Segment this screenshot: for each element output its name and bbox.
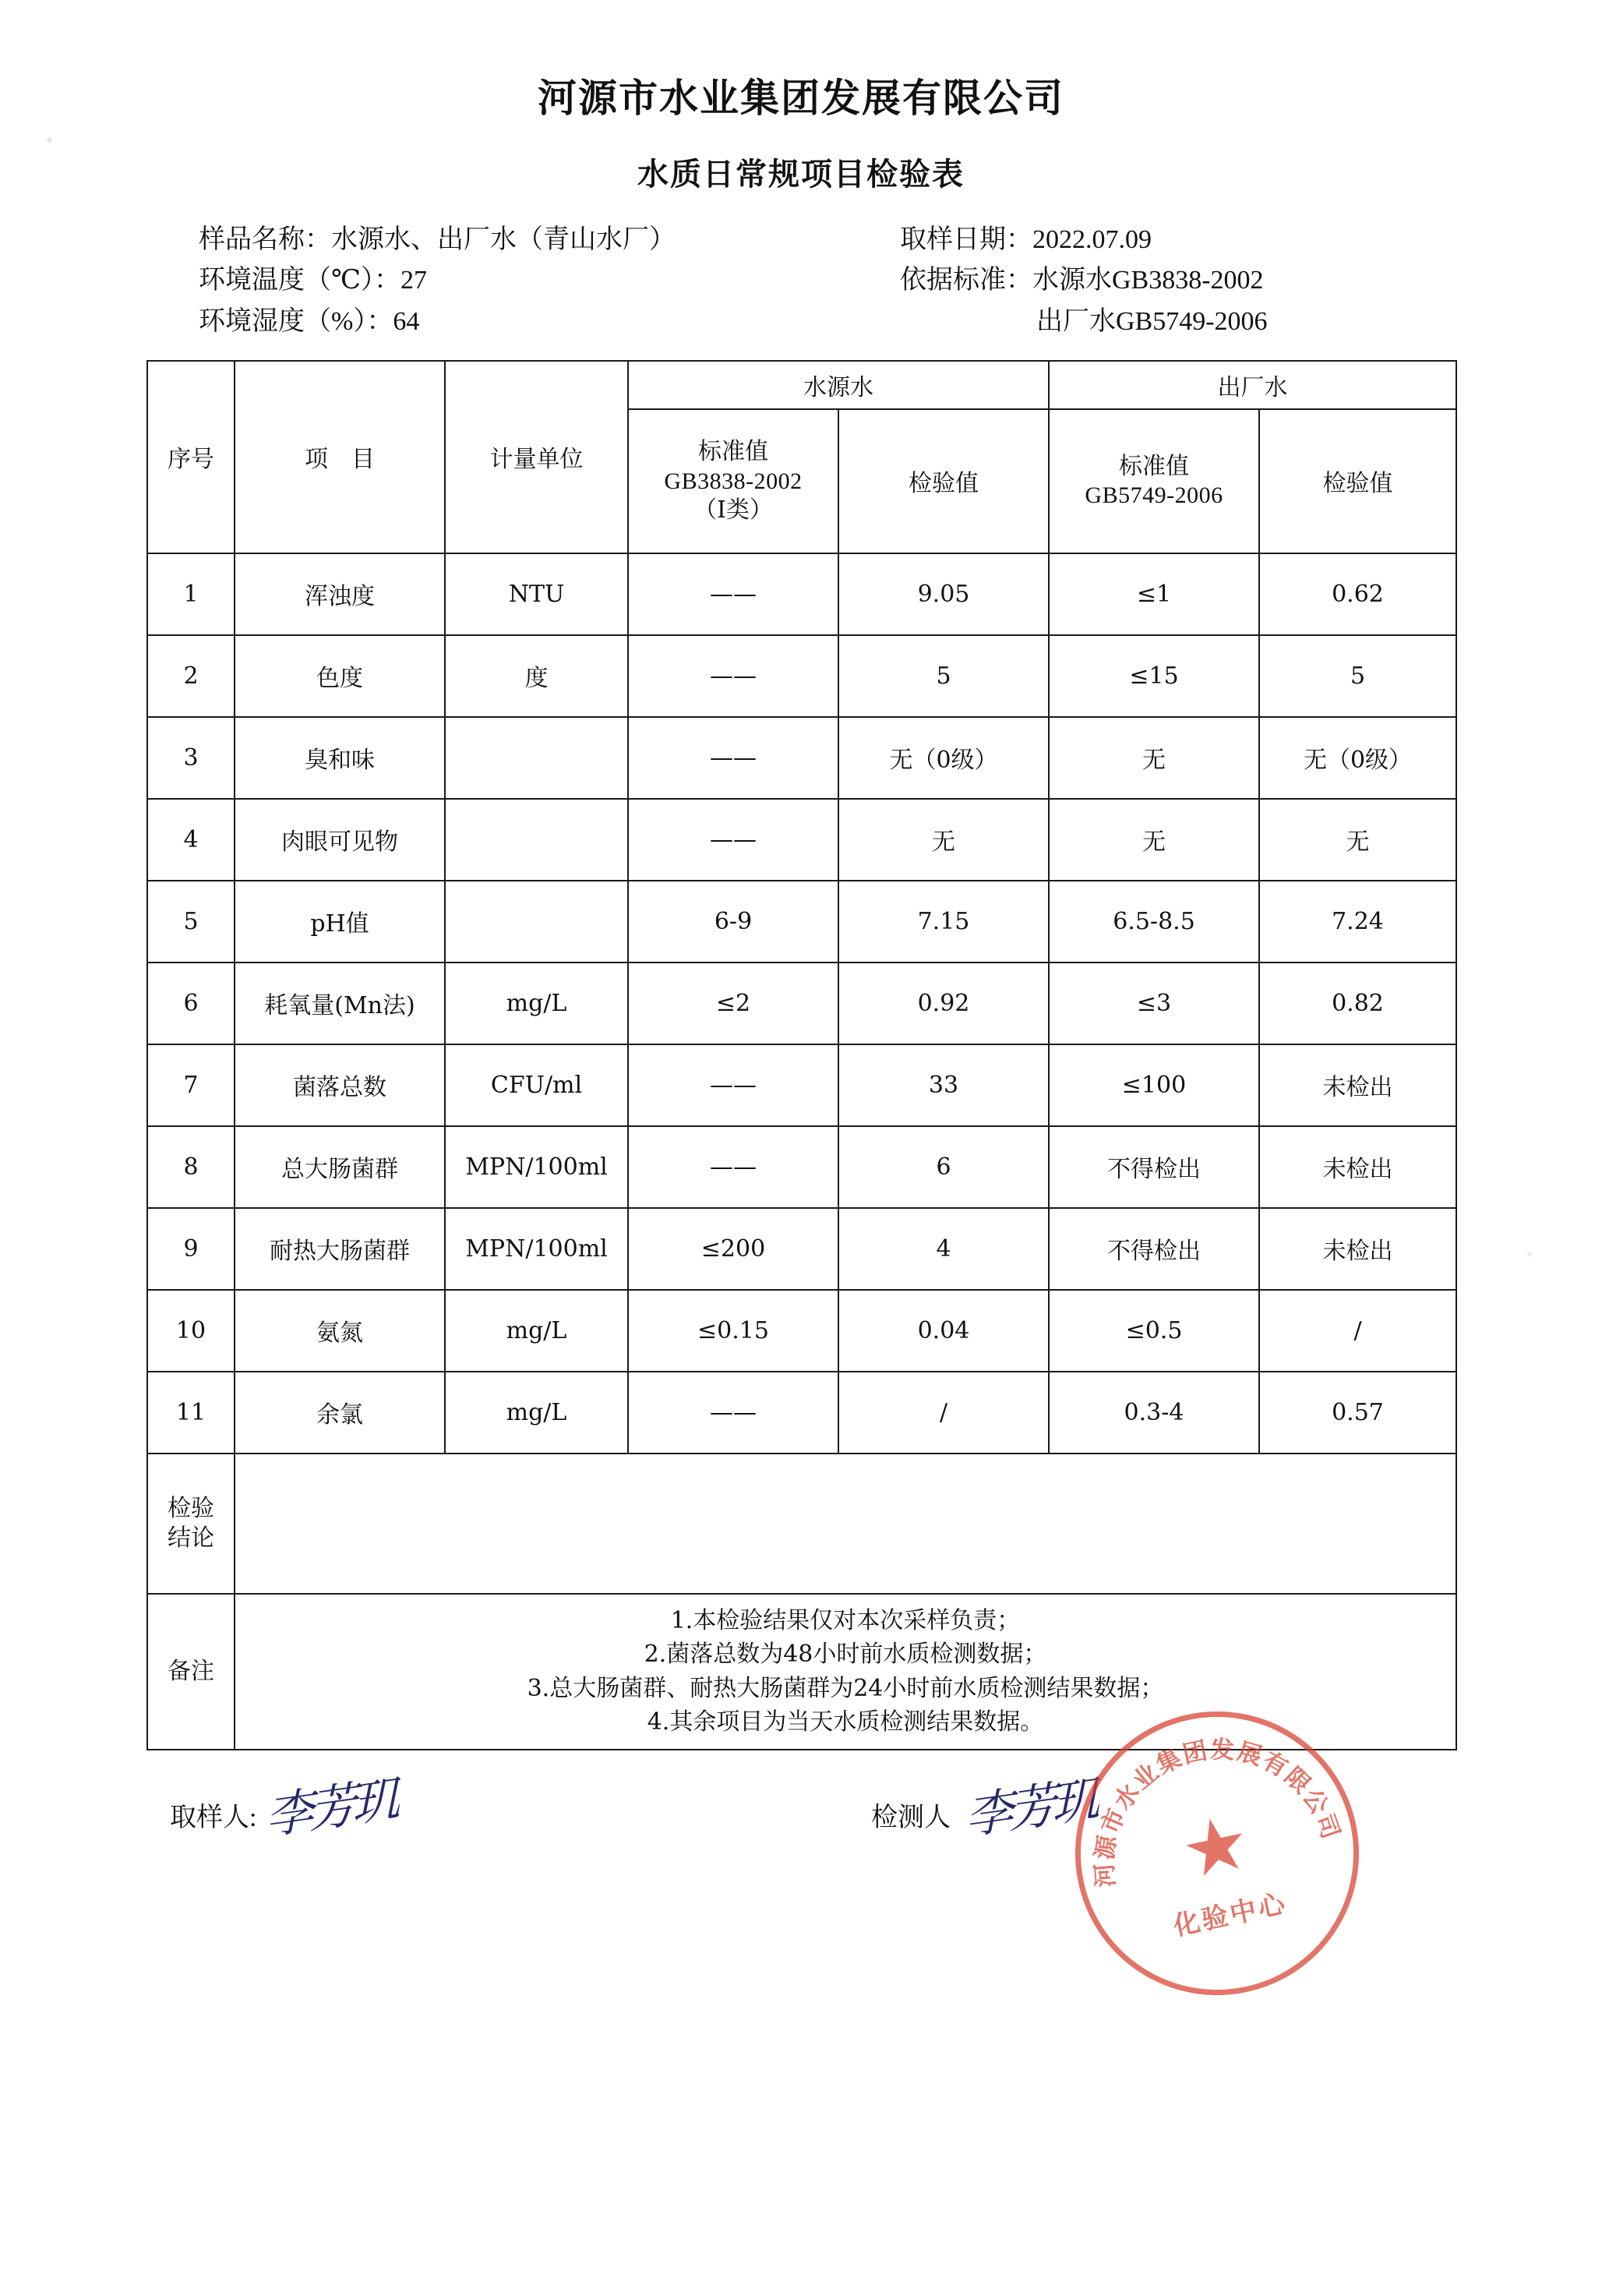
meta-row-temperature: [199, 260, 1528, 302]
conclusion-row: [147, 1454, 1456, 1594]
cell-source-standard: ≤200: [628, 1208, 838, 1290]
cell-item: pH值: [235, 881, 445, 963]
table-row: [147, 1126, 1456, 1208]
source-standard-line3: （Ⅰ类）: [693, 496, 773, 524]
source-standard-line2: GB3838-2002: [664, 468, 803, 494]
cell-no: 2: [147, 635, 235, 717]
cell-source-value: 无: [838, 799, 1049, 881]
cell-source-value: 33: [838, 1044, 1049, 1126]
cell-finished-standard: 无: [1049, 717, 1259, 799]
tester-signature: 李芳玑: [964, 1769, 1096, 1846]
remark-line: 4.其余项目为当天水质检测结果数据。: [647, 1708, 1044, 1736]
cell-finished-standard: ≤15: [1049, 635, 1259, 717]
conclusion-label-line1: 检验: [168, 1495, 214, 1523]
cell-source-value: 4: [838, 1208, 1049, 1290]
cell-no: 3: [147, 717, 235, 799]
cell-unit: mg/L: [445, 963, 628, 1044]
cell-finished-standard: 不得检出: [1049, 1208, 1259, 1290]
col-header-item: 项 目: [235, 361, 445, 553]
cell-unit: 度: [445, 635, 628, 717]
cell-source-value: 无（0级）: [838, 717, 1049, 799]
cell-source-value: 0.92: [838, 963, 1049, 1044]
cell-source-standard: ——: [628, 717, 838, 799]
cell-item: 总大肠菌群: [235, 1126, 445, 1208]
cell-item: 耗氧量(Mn法): [235, 963, 445, 1044]
cell-unit: NTU: [445, 553, 628, 635]
conclusion-label: [147, 1454, 235, 1594]
cell-unit: MPN/100ml: [445, 1126, 628, 1208]
col-header-no: 序号: [147, 361, 235, 553]
cell-unit: mg/L: [445, 1372, 628, 1454]
star-icon: ★: [1174, 1799, 1258, 1895]
sample-date-label: 取样日期：2022.07.09: [900, 224, 1152, 254]
cell-no: 10: [147, 1290, 235, 1372]
cell-finished-value: 0.62: [1259, 553, 1456, 635]
cell-item: 余氯: [235, 1372, 445, 1454]
cell-no: 11: [147, 1372, 235, 1454]
table-row: [147, 1372, 1456, 1454]
group-header-finished-water: 出厂水: [1049, 361, 1456, 409]
col-header-finished-value: 检验值: [1259, 409, 1456, 553]
cell-unit: [445, 881, 628, 963]
cell-item: 耐热大肠菌群: [235, 1208, 445, 1290]
cell-item: 氨氮: [235, 1290, 445, 1372]
paper-speckle: [47, 137, 52, 143]
table-row: [147, 635, 1456, 717]
cell-item: 臭和味: [235, 717, 445, 799]
sampler-signature: 李芳玑: [264, 1769, 397, 1846]
seal-outer-text: 河源市水业集团发展有限公司: [1090, 1736, 1346, 1889]
cell-source-standard: 6-9: [628, 881, 838, 963]
standard-basis-label-2: 出厂水GB5749-2006: [1036, 307, 1268, 337]
standard-basis-label: 依据标准：水源水GB3838-2002: [900, 266, 1264, 295]
cell-no: 6: [147, 963, 235, 1044]
source-standard-line1: 标准值: [698, 438, 768, 465]
cell-item: 肉眼可见物: [235, 799, 445, 881]
cell-unit: [445, 799, 628, 881]
env-temperature-label: 环境温度（℃）：27: [199, 266, 428, 295]
cell-no: 8: [147, 1126, 235, 1208]
cell-source-standard: ——: [628, 635, 838, 717]
tester-label: 检测人: [871, 1803, 951, 1832]
cell-unit: [445, 717, 628, 799]
finished-standard-line1: 标准值: [1119, 452, 1189, 480]
sample-name-label: 样品名称：水源水、出厂水（青山水厂）: [199, 224, 676, 254]
cell-finished-value: 7.24: [1259, 881, 1456, 963]
cell-finished-value: 未检出: [1259, 1126, 1456, 1208]
cell-finished-standard: 不得检出: [1049, 1126, 1259, 1208]
col-header-source-standard: [628, 409, 838, 553]
cell-no: 7: [147, 1044, 235, 1126]
cell-source-value: 5: [838, 635, 1049, 717]
table-head: [147, 361, 1456, 553]
cell-finished-standard: ≤100: [1049, 1044, 1259, 1126]
sampler-label: 取样人:: [170, 1803, 257, 1832]
results-table-wrapper: [146, 360, 1456, 1750]
cell-finished-standard: 无: [1049, 799, 1259, 881]
cell-source-standard: ——: [628, 799, 838, 881]
conclusion-body: [235, 1454, 1456, 1594]
cell-source-value: 0.04: [838, 1290, 1049, 1372]
cell-finished-value: 无（0级）: [1259, 717, 1456, 799]
cell-no: 1: [147, 553, 235, 635]
table-row: [147, 553, 1456, 635]
table-row: [147, 1290, 1456, 1372]
cell-finished-value: 5: [1259, 635, 1456, 717]
remark-line: 3.总大肠菌群、耐热大肠菌群为24小时前水质检测结果数据；: [527, 1674, 1164, 1702]
table-group-header-row: [147, 361, 1456, 409]
cell-source-standard: ——: [628, 553, 838, 635]
meta-row-sample: [199, 220, 1528, 261]
table-row: [147, 799, 1456, 881]
col-header-source-value: 检验值: [838, 409, 1049, 553]
table-row: [147, 881, 1456, 963]
paper-speckle: [1527, 1252, 1532, 1256]
cell-source-standard: ——: [628, 1044, 838, 1126]
remark-line: 2.菌落总数为48小时前水质检测数据；: [644, 1641, 1047, 1669]
conclusion-label-line2: 结论: [168, 1524, 214, 1552]
cell-finished-standard: 0.3-4: [1049, 1372, 1259, 1454]
group-header-source-water: 水源水: [628, 361, 1049, 409]
document-page: [0, 67, 1602, 2296]
finished-standard-line2: GB5749-2006: [1085, 482, 1223, 509]
cell-no: 4: [147, 799, 235, 881]
table-row: [147, 963, 1456, 1044]
cell-unit: MPN/100ml: [445, 1208, 628, 1290]
cell-finished-standard: ≤1: [1049, 553, 1259, 635]
cell-source-standard: ≤0.15: [628, 1290, 838, 1372]
col-header-finished-standard: [1049, 409, 1259, 553]
cell-finished-standard: 6.5-8.5: [1049, 881, 1259, 963]
cell-finished-value: /: [1259, 1290, 1456, 1372]
col-header-unit: 计量单位: [445, 361, 628, 553]
cell-item: 浑浊度: [235, 553, 445, 635]
table-row: [147, 1044, 1456, 1126]
remark-label: 备注: [147, 1594, 235, 1750]
table-row: [147, 717, 1456, 799]
cell-finished-standard: ≤0.5: [1049, 1290, 1259, 1372]
cell-source-standard: ≤2: [628, 963, 838, 1044]
cell-finished-value: 无: [1259, 799, 1456, 881]
cell-source-value: 7.15: [838, 881, 1049, 963]
cell-finished-value: 未检出: [1259, 1044, 1456, 1126]
cell-source-standard: ——: [628, 1372, 838, 1454]
cell-unit: mg/L: [445, 1290, 628, 1372]
meta-block: [0, 220, 1602, 343]
cell-source-value: /: [838, 1372, 1049, 1454]
cell-finished-value: 未检出: [1259, 1208, 1456, 1290]
cell-item: 菌落总数: [235, 1044, 445, 1126]
table-row: [147, 1208, 1456, 1290]
report-title: 水质日常规项目检验表: [637, 155, 965, 193]
seal-center-text: 化验中心: [1170, 1888, 1290, 1943]
water-quality-table: [146, 360, 1457, 1750]
cell-finished-value: 0.57: [1259, 1372, 1456, 1454]
env-humidity-label: 环境湿度（%）：64: [199, 307, 420, 337]
cell-finished-value: 0.82: [1259, 963, 1456, 1044]
cell-unit: CFU/ml: [445, 1044, 628, 1126]
cell-no: 5: [147, 881, 235, 963]
remark-line: 1.本检验结果仅对本次采样负责；: [670, 1606, 1021, 1634]
meta-row-humidity: [199, 302, 1528, 343]
cell-source-standard: ——: [628, 1126, 838, 1208]
cell-source-value: 6: [838, 1126, 1049, 1208]
cell-source-value: 9.05: [838, 553, 1049, 635]
company-title: 河源市水业集团发展有限公司: [538, 75, 1064, 121]
cell-no: 9: [147, 1208, 235, 1290]
cell-item: 色度: [235, 635, 445, 717]
cell-finished-standard: ≤3: [1049, 963, 1259, 1044]
table-body: [147, 553, 1456, 1750]
